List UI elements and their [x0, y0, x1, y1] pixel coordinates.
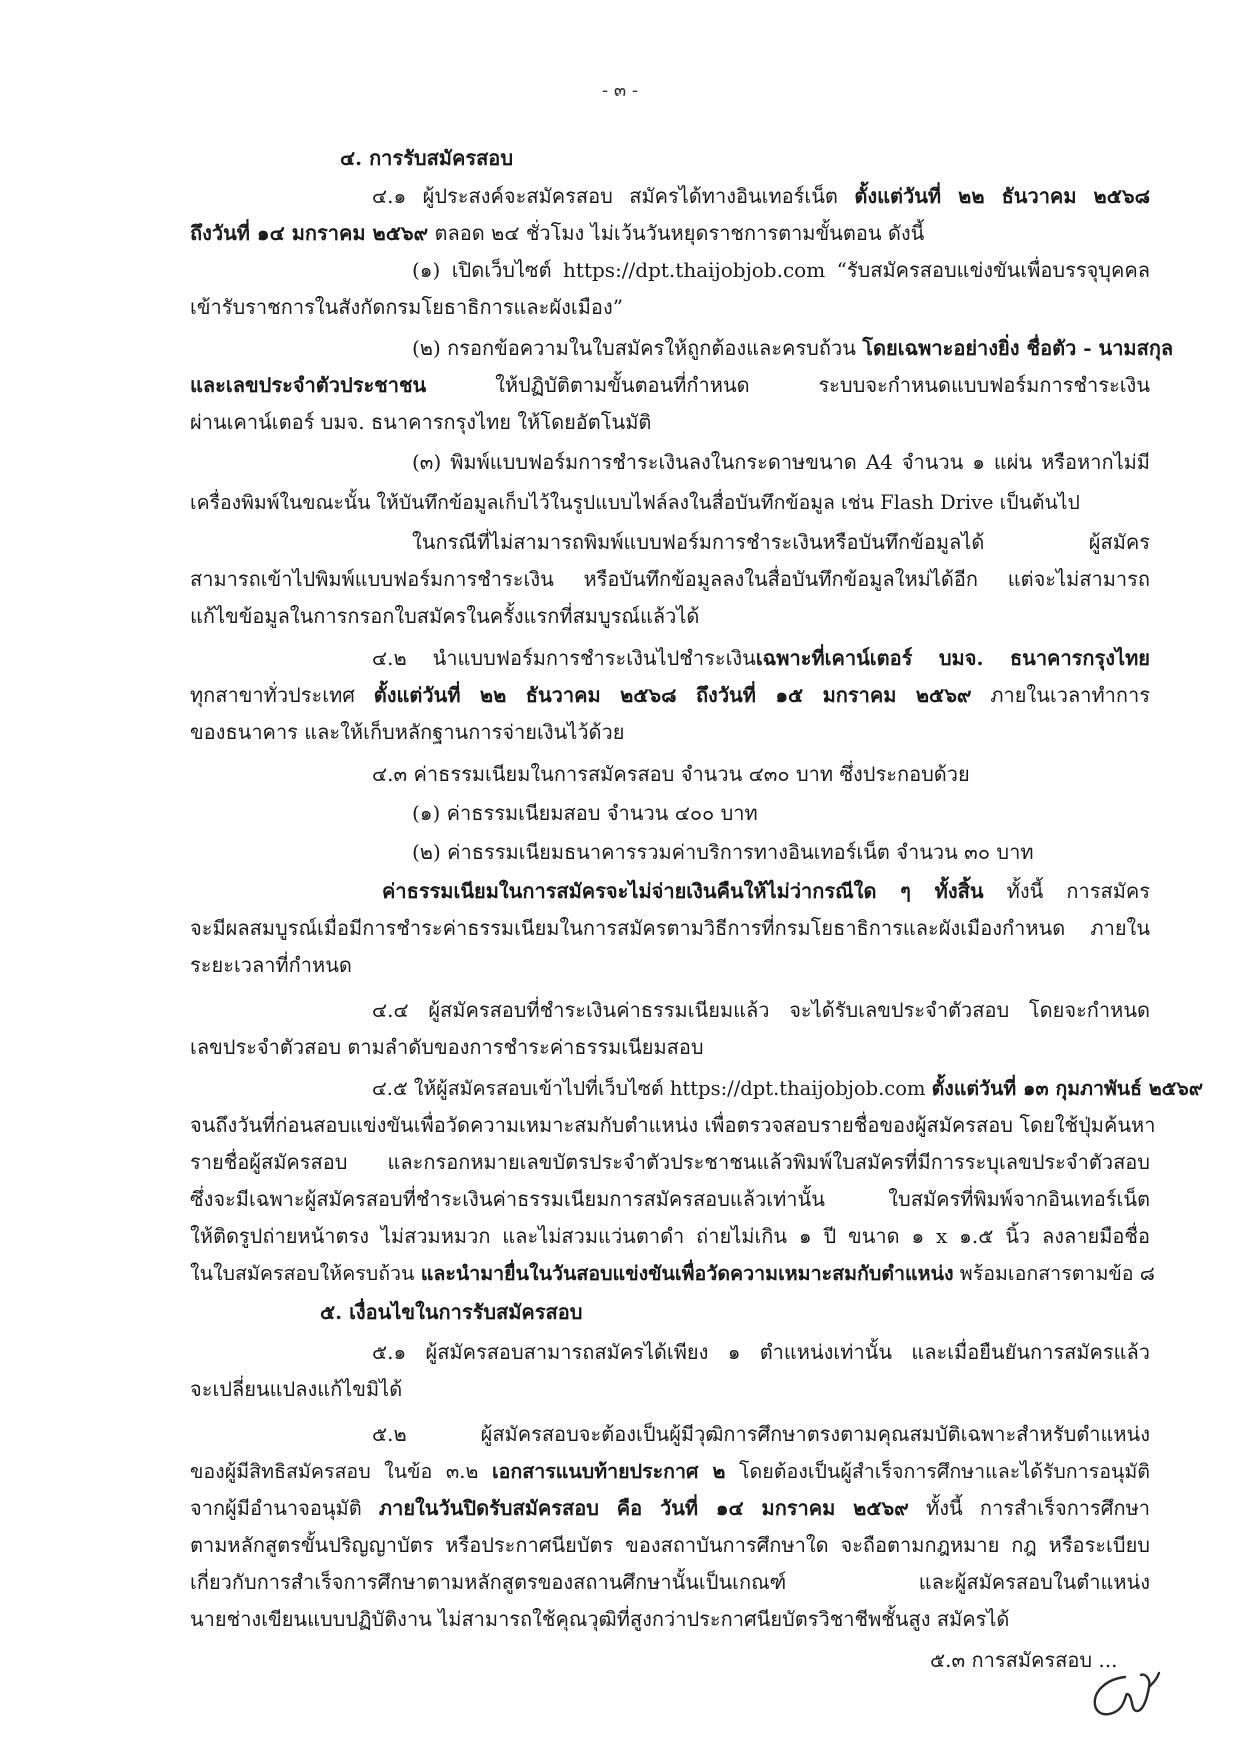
s45-text: ๔.๕ ให้ผู้สมัครสอบเข้าไปที่เว็บไซต์ https://dpt.thaijobjob.com	[372, 1077, 932, 1100]
continuation-marker: ๕.๓ การสมัครสอบ ...	[930, 1648, 1118, 1672]
s41-line-2	[190, 215, 924, 252]
s42-text: ๔.๒ นำแบบฟอร์มการชำระเงินไปชำระเงิน	[372, 646, 756, 670]
s41-text: ๔.๑ ผู้ประสงค์จะสมัครสอบ สมัครได้ทางอินเทอร์เน็ต	[372, 184, 855, 208]
s42-text-2: ทุกสาขาทั่วประเทศ	[190, 683, 374, 707]
s52-line-2	[190, 1453, 1150, 1490]
s52-text-3a: จากผู้มีอำนาจอนุมัติ	[190, 1496, 379, 1520]
s41-date-start: ตั้งแต่วันที่ ๒๒ ธันวาคม ๒๕๖๘	[854, 184, 1151, 208]
s45-text-6a: ในใบสมัครสอบให้ครบถ้วน	[190, 1262, 421, 1285]
s41-item-2-text: (๒) กรอกข้อความในใบสมัครให้ถูกต้องและครบถ้วน	[412, 336, 863, 360]
s41-case-line-2: สามารถเข้าไปพิมพ์แบบฟอร์มการชำระเงิน หรือบันทึกข้อมูลลงในสื่อบันทึกข้อมูลใหม่ได้อีก แต่จะไม่สามารถ	[190, 567, 1150, 591]
handwritten-initials	[1085, 1665, 1163, 1723]
s43-item-1: (๑) ค่าธรรมเนียมสอบ จำนวน ๔๐๐ บาท	[412, 801, 758, 825]
s41-item-2-line-1	[412, 330, 1174, 367]
s42-text-3: ภายในเวลาทำการ	[971, 683, 1150, 707]
s45-bold-6: และนำมายื่นในวันสอบแข่งขันเพื่อวัดความเหมาะสมกับตำแหน่ง	[420, 1262, 954, 1285]
s41-item-1-line-1: (๑) เปิดเว็บไซต์ https://dpt.thaijobjob.com “รับสมัครสอบแข่งขันเพื่อบรรจุบุคคล	[412, 258, 1150, 282]
s52-bold-2: เอกสารแนบท้ายประกาศ ๒	[491, 1460, 726, 1483]
s42-bold: เฉพาะที่เคาน์เตอร์ บมจ. ธนาคารกรุงไทย	[755, 646, 1150, 670]
s41-item-2-line-2	[190, 367, 1150, 404]
s41-item-2-bold: โดยเฉพาะอย่างยิ่ง ชื่อตัว - นามสกุล	[862, 336, 1174, 360]
s42-dates: ตั้งแต่วันที่ ๒๒ ธันวาคม ๒๕๖๘ ถึงวันที่ ๑๕ มกราคม ๒๕๖๙	[373, 683, 972, 707]
s41-item-3-line-2: เครื่องพิมพ์ในขณะนั้น ให้บันทึกข้อมูลเก็บไว้ในรูปแบบไฟล์ลงในสื่อบันทึกข้อมูล เช่น Flash Drive เป็นต้นไป	[190, 491, 1080, 514]
section-5-heading: ๕. เงื่อนไขในการรับสมัครสอบ	[320, 1300, 583, 1324]
s41-item-2-line-3: ผ่านเคาน์เตอร์ บมจ. ธนาคารกรุงไทย ให้โดยอัตโนมัติ	[190, 410, 652, 434]
page-number: - ๓ -	[602, 80, 638, 101]
s42-line-1	[372, 640, 1150, 677]
s41-text-2: ตลอด ๒๔ ชั่วโมง ไม่เว้นวันหยุดราชการตามขั้นตอน ดังนี้	[428, 221, 925, 245]
s45-line-4: ซึ่งจะมีเฉพาะผู้สมัครสอบที่ชำระเงินค่าธรรมเนียมการสมัครสอบแล้วเท่านั้น ใบสมัครที่พิมพ์จากอินเทอร์เน็ต	[190, 1187, 1150, 1211]
s51-line-1: ๕.๑ ผู้สมัครสอบสามารถสมัครได้เพียง ๑ ตำแหน่งเท่านั้น และเมื่อยืนยันการสมัครแล้ว	[372, 1340, 1150, 1364]
s52-text-2c: โดยต้องเป็นผู้สำเร็จการศึกษาและได้รับการอนุมัติ	[725, 1460, 1150, 1483]
s45-line-2: จนถึงวันที่ก่อนสอบแข่งขันเพื่อวัดความเหมาะสมกับตำแหน่ง เพื่อตรวจสอบรายชื่อของผู้สมัครสอบ โดยใช้ปุ่มค้นหา	[190, 1113, 1156, 1137]
s41-line-1	[372, 178, 1150, 215]
s41-case-line-3: แก้ไขข้อมูลในการกรอกใบสมัครในครั้งแรกที่สมบูรณ์แล้วได้	[190, 604, 700, 628]
s52-bold-3: ภายในวันปิดรับสมัครสอบ คือ วันที่ ๑๔ มกราคม ๒๕๖๙	[378, 1496, 909, 1520]
s52-line-3	[190, 1490, 1150, 1527]
s52-line-1: ๕.๒ ผู้สมัครสอบจะต้องเป็นผู้มีวุฒิการศึกษาตรงตามคุณสมบัติเฉพาะสำหรับตำแหน่ง	[372, 1422, 1150, 1446]
s52-line-4: ตามหลักสูตรขั้นปริญญาบัตร หรือประกาศนียบัตร ของสถาบันการศึกษาใด จะถือตามกฎหมาย กฎ หรือระเบียบ	[190, 1533, 1150, 1557]
s52-text-3c: ทั้งนี้ การสำเร็จการศึกษา	[908, 1496, 1150, 1520]
s41-date-end: ถึงวันที่ ๑๔ มกราคม ๒๕๖๙	[190, 221, 429, 245]
s52-line-5: เกี่ยวกับการสำเร็จการศึกษาตามหลักสูตรของสถานศึกษานั้นเป็นเกณฑ์ และผู้สมัครสอบในตำแหน่ง	[190, 1570, 1150, 1594]
s52-text-2a: ของผู้มีสิทธิสมัครสอบ ในข้อ ๓.๒	[190, 1460, 492, 1483]
s45-line-5: ให้ติดรูปถ่ายหน้าตรง ไม่สวมหมวก และไม่สวมแว่นตาดำ ถ่ายไม่เกิน ๑ ปี ขนาด ๑ x ๑.๕ นิ้ว ลงลายมือชื่อ	[190, 1224, 1150, 1248]
section-4-heading: ๔. การรับสมัครสอบ	[340, 146, 514, 170]
s52-line-6: นายช่างเขียนแบบปฏิบัติงาน ไม่สามารถใช้คุณวุฒิที่สูงกว่าประกาศนียบัตรวิชาชีพชั้นสูง สมัครได้	[190, 1607, 1010, 1631]
s41-item-1-line-2: เข้ารับราชการในสังกัดกรมโยธาธิการและผังเมือง”	[190, 295, 623, 319]
s44-line-2: เลขประจำตัวสอบ ตามลำดับของการชำระค่าธรรมเนียมสอบ	[190, 1035, 704, 1059]
s43-line-1: ๔.๓ ค่าธรรมเนียมในการสมัครสอบ จำนวน ๔๓๐ บาท ซึ่งประกอบด้วย	[372, 762, 970, 786]
s43-note-line-3: ระยะเวลาที่กำหนด	[190, 953, 352, 977]
s43-note-bold: ค่าธรรมเนียมในการสมัครจะไม่จ่ายเงินคืนให้ไม่ว่ากรณีใด ๆ ทั้งสิ้น	[382, 879, 984, 903]
s45-date: ตั้งแต่วันที่ ๑๓ กุมภาพันธ์ ๒๕๖๙	[931, 1077, 1204, 1100]
s41-item-2-bold-2: และเลขประจำตัวประชาชน	[190, 373, 427, 397]
s43-note-line-1	[382, 873, 1150, 910]
s45-line-6	[190, 1255, 1155, 1292]
s45-line-3: รายชื่อผู้สมัครสอบ และกรอกหมายเลขบัตรประจำตัวประชาชนแล้วพิมพ์ใบสมัครที่มีการระบุเลขประจำตัวสอบ	[190, 1150, 1150, 1174]
s43-note-line-2: จะมีผลสมบูรณ์เมื่อมีการชำระค่าธรรมเนียมในการสมัครตามวิธีการที่กรมโยธาธิการและผังเมืองกำหนด ภายใน	[190, 916, 1150, 940]
s42-line-2	[190, 677, 1150, 714]
s51-line-2: จะเปลี่ยนแปลงแก้ไขมิได้	[190, 1377, 403, 1401]
s41-item-2-text-2: ให้ปฏิบัติตามขั้นตอนที่กำหนด ระบบจะกำหนดแบบฟอร์มการชำระเงิน	[426, 373, 1150, 397]
s42-line-3: ของธนาคาร และให้เก็บหลักฐานการจ่ายเงินไว้ด้วย	[190, 720, 625, 744]
s45-text-6c: พร้อมเอกสารตามข้อ ๘	[953, 1262, 1155, 1285]
s45-line-1	[372, 1070, 1204, 1107]
s43-item-2: (๒) ค่าธรรมเนียมธนาคารรวมค่าบริการทางอินเทอร์เน็ต จำนวน ๓๐ บาท	[412, 840, 1034, 864]
s41-item-3-line-1: (๓) พิมพ์แบบฟอร์มการชำระเงินลงในกระดาษขนาด A4 จำนวน ๑ แผ่น หรือหากไม่มี	[412, 450, 1150, 474]
s44-line-1: ๔.๔ ผู้สมัครสอบที่ชำระเงินค่าธรรมเนียมแล้ว จะได้รับเลขประจำตัวสอบ โดยจะกำหนด	[372, 998, 1150, 1022]
s43-note-text: ทั้งนี้ การสมัคร	[983, 879, 1150, 903]
s41-case-line-1: ในกรณีที่ไม่สามารถพิมพ์แบบฟอร์มการชำระเงินหรือบันทึกข้อมูลได้ ผู้สมัคร	[412, 530, 1150, 554]
